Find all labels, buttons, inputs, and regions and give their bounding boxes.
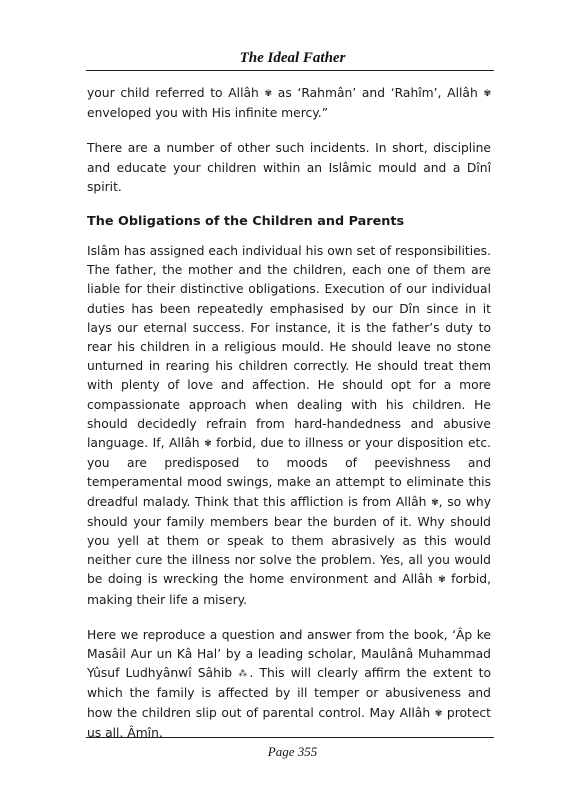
paragraph-4-text-b: . This will clearly affirm the extent to which the family is affected by ill temper or abusiveness and how the children slip out of parental control. May Allâh (87, 666, 491, 720)
honorific-icon: ✾ (431, 497, 439, 508)
paragraph-3 (87, 242, 491, 610)
section-heading: The Obligations of the Children and Parents (87, 214, 405, 230)
paragraph-4-text-a: Here we reproduce a question and answer from the book, ‘Âp ke Masâil Aur un Kâ Hal’ by a leading scholar, Maulânâ Muhammad Yûsuf Ludhyânwî Sâhib (87, 627, 491, 681)
paragraph-3-text-b: forbid, due to illness or your disposition etc. you are predisposed to moods of peevishness and temperamental mood swings, make an attempt to eliminate this dreadful malady. Think that this affliction is from Allâh (87, 436, 492, 509)
body-text (87, 84, 491, 759)
paragraph-3-text-c: , so why should your family members bear the burden of it. Why should you yell at them or speak to them abrasively as this would neither cure the illness nor solve the problem. Yes, all you would be doing is wrecking the home environment and Allâh (87, 494, 491, 587)
honorific-icon: ✾ (434, 708, 443, 719)
paragraph-1-text-a: your child referred to Allâh (87, 86, 265, 100)
running-header-title: The Ideal Father (239, 50, 346, 66)
paragraph-1 (87, 84, 491, 123)
paragraph-4 (87, 626, 491, 743)
honorific-icon: ✾ (264, 89, 273, 99)
paragraph-3-text-a: Islâm has assigned each individual his own set of responsibilities. The father, the mother and the children, each one of them are liable for their distinctive obligations. Execution of our individual duties has been repeatedly emphasised by our Dîn since in it lays our eternal success. For instance, it is the father’s duty to rear his children in a religious mould. He should leave no stone unturned in rearing his children correctly. He should treat them with plenty of love and affection. He should opt for a more compassionate approach when dealing with his children. He should decidedly refrain from hard-handedness and abusive language. If, Allâh (87, 244, 491, 451)
paragraph-1-text-b: as ‘Rahmân’ and ‘Rahîm’, Allâh (272, 86, 484, 100)
honorific-icon: ✾ (438, 575, 446, 586)
honorific-icon: ✾ (483, 89, 491, 99)
paragraph-2: There are a number of other such incidents. In short, discipline and educate your children within an Islâmic mould and a Dînî spirit. (87, 141, 491, 194)
paragraph-1-text-c: enveloped you with His infinite mercy.” (87, 106, 329, 121)
rahmatullah-icon: ⁂ (238, 669, 250, 680)
paragraph-4-text-c: protect us all. Âmîn. (87, 705, 491, 740)
page-number: Page 355 (267, 744, 318, 759)
paragraph-3-text-d: forbid, making their life a misery. (87, 572, 491, 607)
footer-divider (86, 737, 494, 738)
honorific-icon: ✾ (204, 439, 212, 450)
header-divider (86, 70, 494, 71)
